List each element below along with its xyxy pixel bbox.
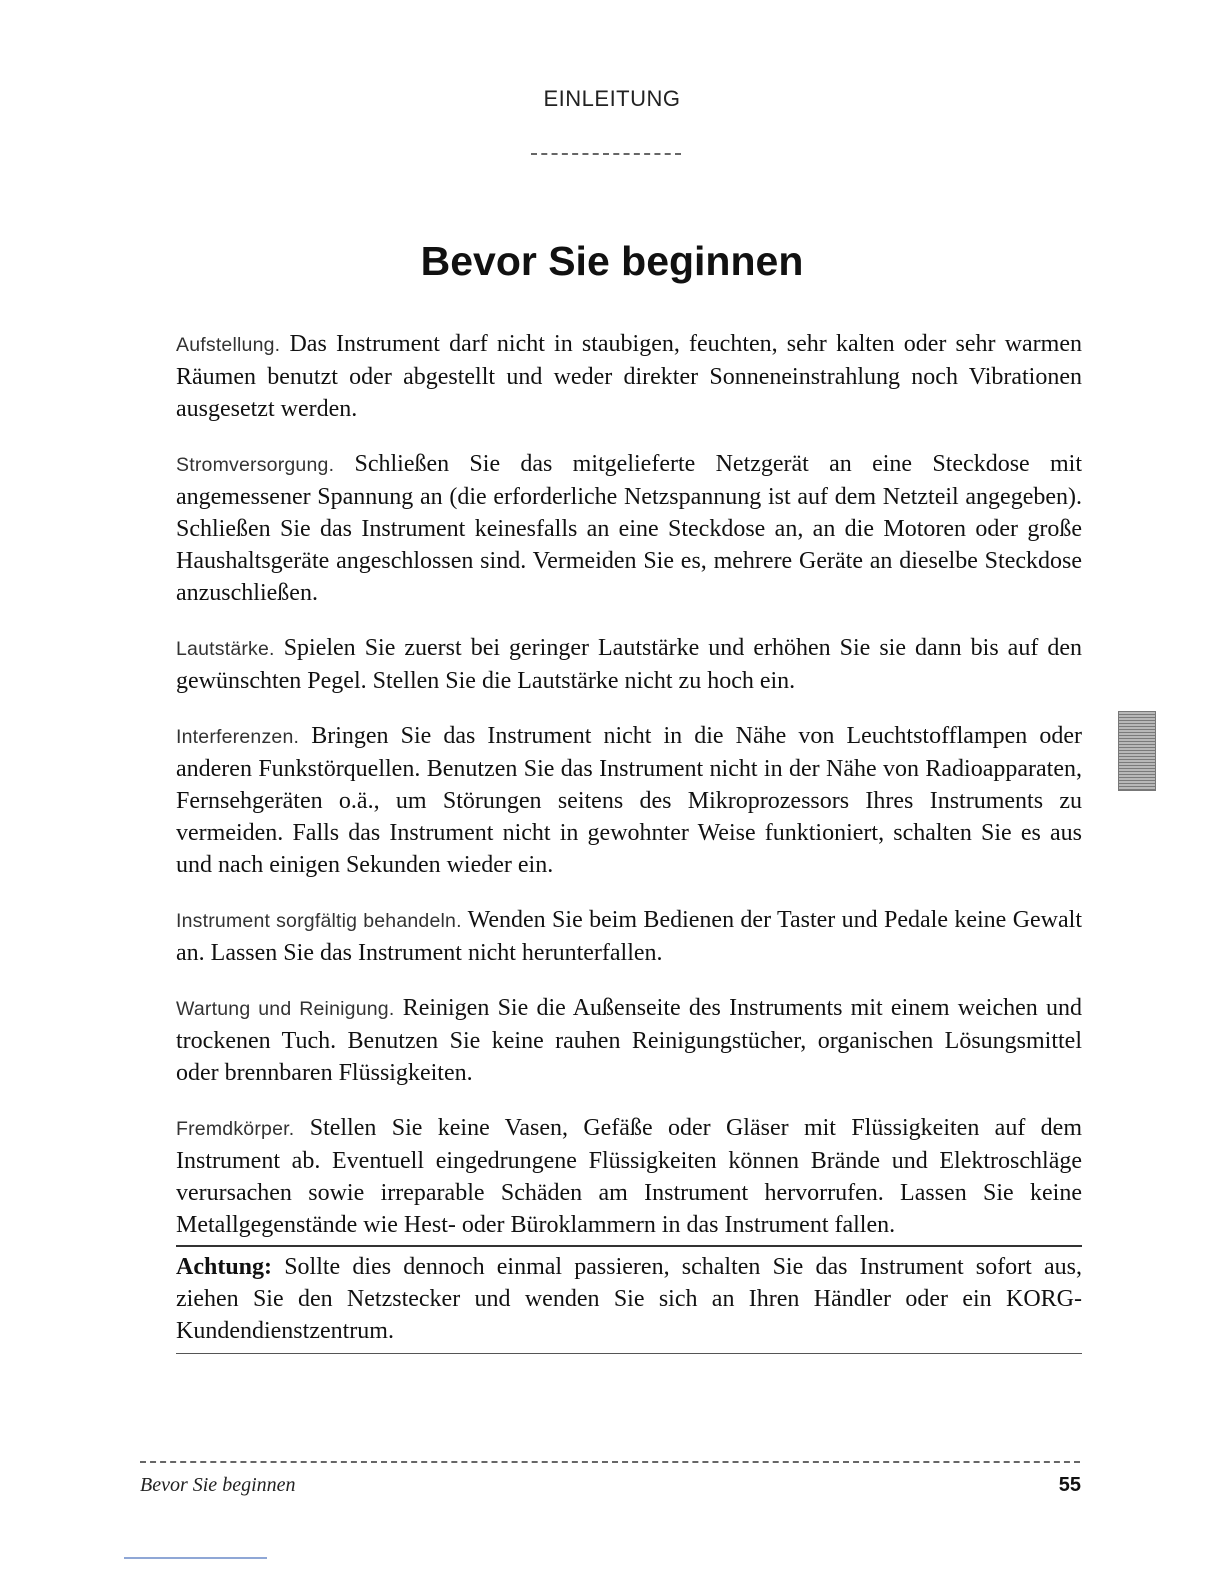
paragraph-lead: Aufstellung. [176, 334, 281, 356]
warning-box [176, 1245, 1082, 1354]
paragraph-wartung [176, 992, 1082, 1089]
paragraph-lead: Instrument sorgfältig behandeln. [176, 910, 462, 932]
paragraph-lead: Interferenzen. [176, 726, 300, 748]
paragraph-aufstellung [176, 328, 1082, 425]
header-dash-rule [531, 153, 681, 155]
paragraph-lead: Lautstärke. [176, 638, 275, 660]
page-number: 55 [1058, 1474, 1081, 1496]
paragraph-behandeln [176, 904, 1082, 969]
warning-label: Achtung: [176, 1254, 273, 1280]
paragraph-text: Spielen Sie zuerst bei geringer Lautstärke und erhöhen Sie sie dann bis auf den gewünschten Pegel. Stellen Sie die Lautstärke nicht zu hoch ein. [176, 635, 1082, 694]
paragraph-lautstaerke [176, 632, 1082, 697]
running-head: EINLEITUNG [543, 86, 681, 111]
paragraph-lead: Wartung und Reinigung. [176, 998, 395, 1020]
paragraph-text: Bringen Sie das Instrument nicht in die Nähe von Leuchtstofflampen oder anderen Funkstörquellen. Benutzen Sie das Instrument nicht in der Nähe von Radioapparaten, Fernsehgeräten o.ä., um Störungen seitens des Mikroprozessors Ihres Instruments zu vermeiden. Falls das Instrument nicht in gewohnter Weise funktioniert, schalten Sie es aus und nach einigen Sekunden wieder ein. [176, 723, 1082, 878]
paragraph-stromversorgung [176, 448, 1082, 609]
paragraph-text: Reinigen Sie die Außenseite des Instruments mit einem weichen und trockenen Tuch. Benutzen Sie keine rauhen Reinigungstücher, organischen Lösungsmittel oder brennbaren Flüssigkeiten. [176, 995, 1082, 1086]
paragraph-text: Wenden Sie beim Bedienen der Taster und Pedale keine Gewalt an. Lassen Sie das Instrument nicht herunterfallen. [176, 907, 1082, 966]
bottom-rule [124, 1557, 267, 1559]
paragraph-fremdkoerper [176, 1112, 1082, 1241]
body-text [176, 328, 1082, 1264]
paragraph-text: Das Instrument darf nicht in staubigen, feuchten, sehr kalten oder sehr warmen Räumen benutzt oder abgestellt und weder direkter Sonneneinstrahlung noch Vibrationen ausgesetzt werden. [176, 331, 1082, 422]
paragraph-text: Schließen Sie das mitgelieferte Netzgerät an eine Steckdose mit angemessener Spannung an (die erforderliche Netzspannung ist auf dem Netzteil angegeben). Schließen Sie das Instrument keinesfalls an eine Steckdose an, an die Motoren oder große Haushaltsgeräte angeschlossen sind. Vermeiden Sie es, mehrere Geräte an dieselbe Steckdose anzuschließen. [176, 451, 1082, 606]
warning-text: Sollte dies dennoch einmal passieren, schalten Sie das Instrument sofort aus, ziehen Sie den Netzstecker und wenden Sie sich an Ihren Händler oder ein KORG-Kundendienstzentrum. [176, 1254, 1082, 1344]
footer-title: Bevor Sie beginnen [140, 1474, 296, 1496]
paragraph-lead: Stromversorgung. [176, 454, 335, 476]
paragraph-text: Stellen Sie keine Vasen, Gefäße oder Gläser mit Flüssigkeiten auf dem Instrument ab. Eventuell eingedrungene Flüssigkeiten können Brände und Elektroschläge verursachen sowie irreparable Schäden am Instrument hervorrufen. Lassen Sie keine Metallgegenstände wie Hest- oder Büroklammern in das Instrument fallen. [176, 1115, 1082, 1238]
paragraph-lead: Fremdkörper. [176, 1118, 295, 1140]
chapter-tab-marker [1118, 711, 1156, 791]
page-title: Bevor Sie beginnen [420, 238, 804, 284]
footer-dash-rule [140, 1461, 1080, 1463]
paragraph-interferenzen [176, 720, 1082, 881]
